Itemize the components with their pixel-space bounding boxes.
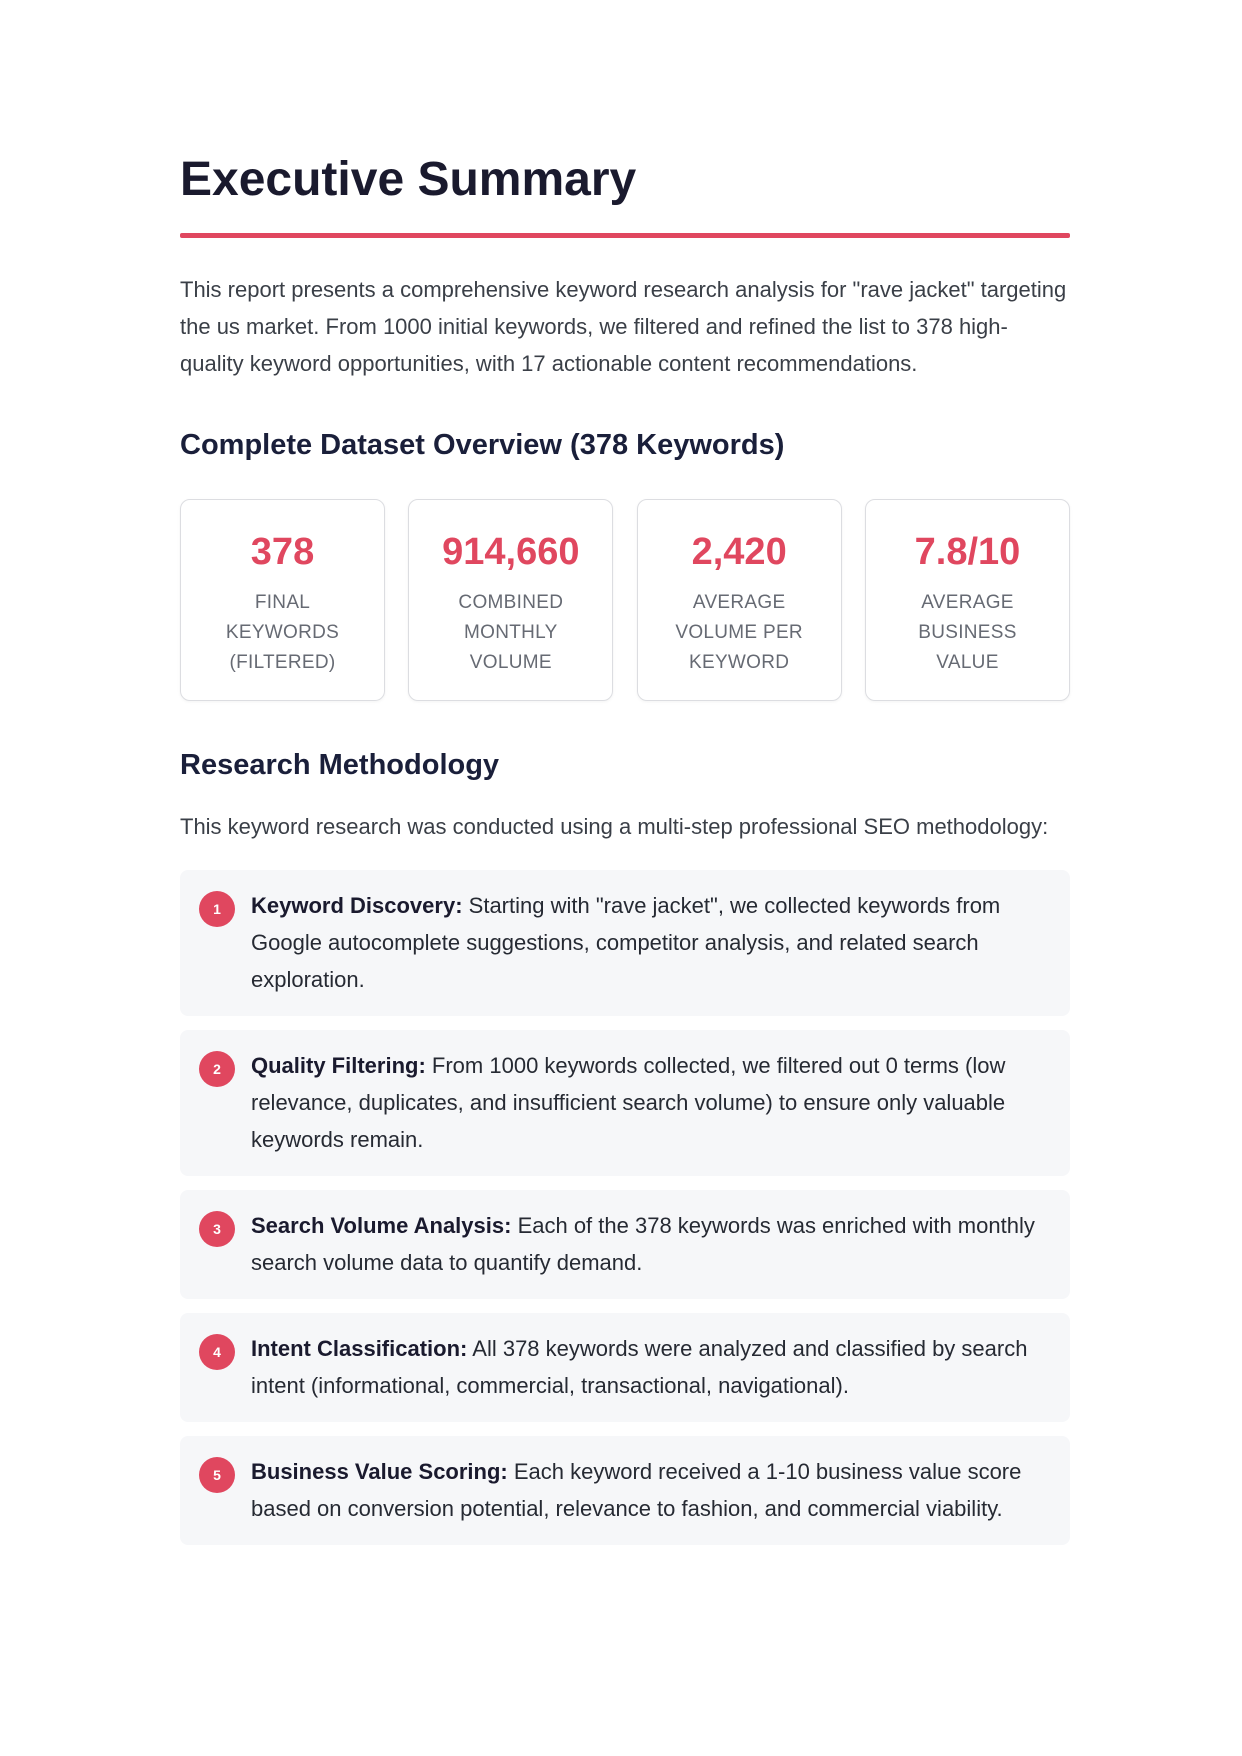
step-number-badge: 1 <box>199 891 235 927</box>
methodology-intro: This keyword research was conducted using a multi-step professional SEO methodology: <box>180 814 1049 839</box>
step-number-badge: 5 <box>199 1457 235 1493</box>
stats-grid <box>180 499 1070 701</box>
stat-card-business-value <box>865 499 1070 701</box>
stat-card-average-volume <box>637 499 842 701</box>
methodology-steps <box>180 870 1070 1545</box>
step-description: Each keyword received a 1-10 business value score based on conversion potential, relevance to fashion, and commercial viability. <box>251 1459 1022 1521</box>
step-title: Business Value Scoring: <box>251 1459 508 1484</box>
stat-value: 378 <box>250 531 315 573</box>
stat-card-final-keywords <box>180 499 385 701</box>
stat-value: 2,420 <box>691 531 787 573</box>
stat-label: AVERAGE VOLUME PER KEYWORD <box>675 592 803 673</box>
methodology-step-search-volume <box>180 1190 1070 1299</box>
step-description: Starting with "rave jacket", we collected keywords from Google autocomplete suggestions, competitor analysis, and related search exploration. <box>251 893 1001 992</box>
stat-label: AVERAGE BUSINESS VALUE <box>918 592 1017 673</box>
step-title: Intent Classification: <box>251 1336 468 1361</box>
step-number-badge: 3 <box>199 1211 235 1247</box>
step-description: All 378 keywords were analyzed and classified by search intent (informational, commercial, transactional, navigational). <box>251 1336 1028 1398</box>
step-title: Search Volume Analysis: <box>251 1213 512 1238</box>
stat-card-combined-volume <box>408 499 613 701</box>
stat-value: 914,660 <box>442 531 580 573</box>
methodology-step-business-value <box>180 1436 1070 1545</box>
methodology-step-intent-classification <box>180 1313 1070 1422</box>
step-description: Each of the 378 keywords was enriched with monthly search volume data to quantify demand. <box>251 1213 1035 1275</box>
methodology-heading: Research Methodology <box>180 749 500 781</box>
step-description: From 1000 keywords collected, we filtered out 0 terms (low relevance, duplicates, and insufficient search volume) to ensure only valuable keywords remain. <box>251 1053 1006 1152</box>
summary-paragraph: This report presents a comprehensive keyword research analysis for "rave jacket" targeting the us market. From 1000 initial keywords, we filtered and refined the list to 378 high-quality keyword opportunities, with 17 actionable content recommendations. <box>180 277 1067 376</box>
step-title: Quality Filtering: <box>251 1053 426 1078</box>
stat-label: COMBINED MONTHLY VOLUME <box>458 592 564 673</box>
step-number-badge: 4 <box>199 1334 235 1370</box>
stat-label: FINAL KEYWORDS (FILTERED) <box>225 592 340 673</box>
methodology-step-keyword-discovery <box>180 870 1070 1016</box>
stat-value: 7.8/10 <box>914 531 1021 573</box>
methodology-step-quality-filtering <box>180 1030 1070 1176</box>
report-content <box>180 150 1070 1559</box>
step-number-badge: 2 <box>199 1051 235 1087</box>
step-title: Keyword Discovery: <box>251 893 463 918</box>
title-divider <box>180 233 1070 238</box>
overview-heading: Complete Dataset Overview (378 Keywords) <box>180 429 785 461</box>
page-title: Executive Summary <box>180 153 637 206</box>
